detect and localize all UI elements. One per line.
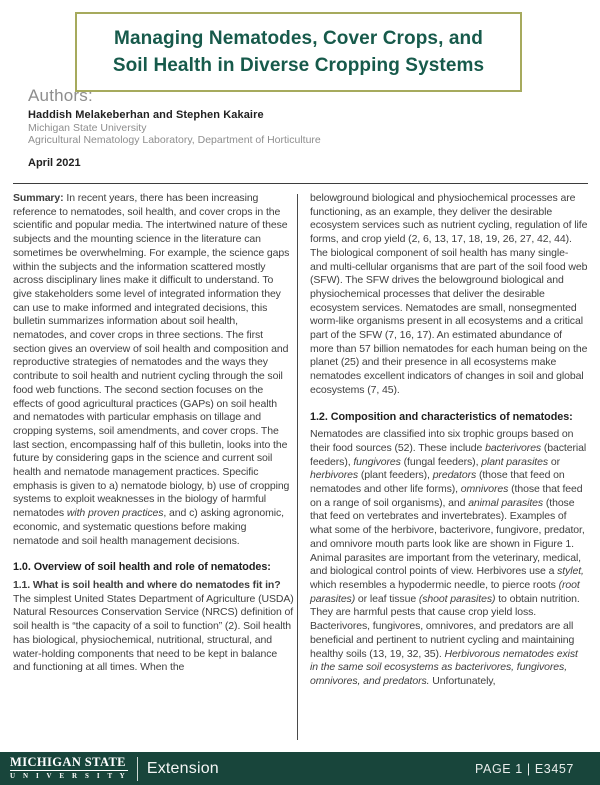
text-run: plant parasites [481,455,549,468]
msu-logo-line1: MICHIGAN STATE [10,755,126,769]
text-run: (those that feed on nematodes and other life forms), [310,469,565,496]
text-run: with proven practices [66,507,164,520]
text-run: Unfortunately, [429,674,496,687]
title-box [75,12,522,92]
text-run: herbivores [310,469,359,482]
footer-bar [0,752,600,785]
text-run: fungivores [353,455,401,468]
text-run: The simplest United States Department of Agriculture (USDA) Natural Resources Conservation Service (NRCS) definition of soil health is “the capacity of a soil to function” (2). Soil health has biological, physiochemical, nutritional, structural, and water-holding components that need to be kept in balance and functioning at all times. When the [13,592,294,674]
text-run: (plant feeders), [358,469,433,482]
text-run: bacterivores [485,441,542,454]
text-run: omnivores [460,483,509,496]
text-run: (bacterial feeders), [310,441,587,468]
text-run: 1.1. What is soil health and where do nematodes fit in? [13,578,281,591]
text-run: (shoot parasites) [418,592,496,605]
text-run: 1.2. Composition and characteristics of nematodes: [310,410,573,423]
text-run: (those that feed on a range of soil organisms), and [310,483,583,509]
page-title [113,25,484,79]
text-run: In recent years, there has been increasing reference to nematodes, soil health, and cover crops in the scientific and popular media. The intertwined nature of these subjects and the mounting science in the literature can sometimes be overwhelming. For example, the science gaps within the subjects and the information scattered mostly across disciplinary lines make it difficult to understand. To give stakeholders some level of integrated information they can use to make informed and integrated decisions, this bulletin summarizes information about soil health, nematodes, and cover crops in three sections. The first section gives an overview of soil health and composition and reproductive strategies of nematodes and the ways they contribute to soil health and nutrient cycling through the soil food web functions. The second section focuses on the effects of good agricultural practices (GAPs) on soil health and nematodes with particular emphasis on tillage and cropping systems, soil amendments, and cover crops. The last section, encompassing half of this bulletin, looks into the future by considering gaps in the science and current soil health and nematode management practices. Specific emphasis is given to a) nematode biology, b) use of cropping systems to exploit weaknesses in the biology of harmful nematodes [13,192,290,520]
section-heading [310,411,588,425]
text-run: (fungal feeders), [400,455,482,468]
page-title-line1: Managing Nematodes, Cover Crops, and [114,28,483,49]
text-run: to obtain nutrition. They are harmful pests that cause crop yield loss. Bacterivores, fungivores, omnivores, and predators are all beneficial and pertinent to nutrient cycling and maintaining healthy soils (13, 19, 32, 35). [310,592,580,660]
right-column [298,192,588,748]
paragraph [310,428,588,688]
text-run: (those that feed on vertebrates and invertebrates). Examples of what some of the herbivore, bacterivore, fungivore, predator, and omnivore mouth parts look like are shown in Figure 1. Animal parasites are important from the veterinary, medical, and biological control points of view. Herbivores use a [310,496,585,578]
section-heading [13,561,294,575]
authors-label: Authors: [28,86,93,105]
text-run: stylet, [557,565,584,578]
text-run: , and c) asking agronomic, economic, and systematic questions before making nematode and soil health management decisions. [13,507,284,547]
text-run: Herbivorous nematodes exist in the same soil ecosystems as bacterivores, fungivores, omnivores, and predators. [310,647,578,687]
affiliation-university: Michigan State University [28,122,147,134]
text-run: Nematodes are classified into six trophic groups based on their food sources (52). These include [310,428,574,454]
header-divider [13,183,588,184]
extension-label: Extension [146,759,219,777]
text-run: 1.0. Overview of soil health and role of nematodes: [13,561,271,574]
paragraph [13,192,294,548]
text-run: which resembles a hypodermic needle, to pierce roots [310,578,559,591]
left-column [13,192,294,748]
affiliation-department: Agricultural Nematology Laboratory, Department of Horticulture [28,134,321,146]
text-run: or [548,455,560,468]
text-run: belowground biological and physiochemical processes are functioning, as an example, they deliver the desirable ecosystem services such as nutrient cycling, regulation of life forms, and crop yield (2, 6, 13, 17, 18, 19, 26, 27, 42, 44). The biological component of soil health has many single- and multi-cellular organisms that are part of the soil food web (SFW). The SFW drives the belowground biological and physiochemical processes that deliver the desirable ecosystem services. Nematodes are small, nonsegmented worm-like organisms present in all ecosystems and a critical part of the SFW (7, 16, 17). An estimated abundance of more than 57 billion nematodes for each human being on the planet (25) and their presence in all ecosystems make nematodes excellent indicators of changes in soil and global ecosystems (7, 45). [310,192,588,396]
footer-divider [137,757,138,781]
author-names: Haddish Melakeberhan and Stephen Kakaire [28,109,264,121]
paragraph [310,192,588,398]
body-columns [13,192,588,748]
page-title-line2: Soil Health in Diverse Cropping Systems [112,55,485,76]
text-run: animal parasites [468,496,544,509]
page-reference: PAGE 1 | E3457 [475,761,574,776]
text-run: or leaf tissue [355,592,419,605]
text-run: (root parasites) [310,578,580,605]
msu-logo [10,756,128,781]
paragraph [13,579,294,675]
msu-logo-line2: U N I V E R S I T Y [10,772,128,780]
publication-date: April 2021 [28,157,81,169]
text-run: Summary: [13,192,64,204]
text-run: predators [432,469,477,482]
